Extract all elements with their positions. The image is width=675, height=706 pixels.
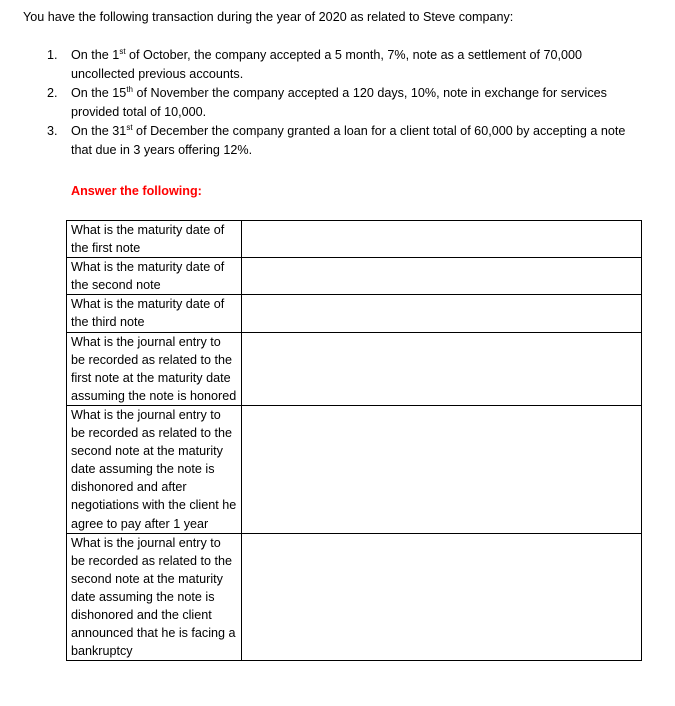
answer-heading: Answer the following: <box>71 184 202 198</box>
transaction-text: On the 1st of October, the company accepted a 5 month, 7%, note as a settlement of 70,000 uncollected previous accounts. <box>71 46 583 81</box>
intro-text: You have the following transaction during the year of 2020 as related to Steve company: <box>23 10 514 24</box>
answer-cell[interactable] <box>242 405 642 533</box>
question-cell: What is the maturity date of the third note <box>67 295 242 332</box>
table-row <box>67 533 642 661</box>
transaction-list <box>47 46 647 160</box>
answer-cell[interactable] <box>242 533 642 661</box>
question-cell: What is the journal entry to be recorded as related to the first note at the maturity date assuming the note is honored <box>67 332 242 405</box>
question-cell: What is the maturity date of the first note <box>67 221 242 258</box>
list-number: 3. <box>47 124 58 138</box>
question-cell: What is the journal entry to be recorded as related to the second note at the maturity date assuming the note is dishonored and after negotiations with the client he agree to pay after 1 year <box>67 405 242 533</box>
question-cell: What is the journal entry to be recorded as related to the second note at the maturity date assuming the note is dishonored and the client announced that he is facing a bankruptcy <box>67 533 242 661</box>
transaction-item-2 <box>47 84 647 122</box>
answer-cell[interactable] <box>242 221 642 258</box>
list-number: 1. <box>47 48 58 62</box>
transaction-item-1 <box>47 46 647 84</box>
transaction-item-3 <box>47 122 647 160</box>
table-row <box>67 295 642 332</box>
transaction-text: On the 15th of November the company accepted a 120 days, 10%, note in exchange for services provided total of 10,000. <box>71 84 607 119</box>
transaction-text: On the 31st of December the company granted a loan for a client total of 60,000 by accepting a note that due in 3 years offering 12%. <box>71 122 626 157</box>
answer-cell[interactable] <box>242 295 642 332</box>
answer-cell[interactable] <box>242 258 642 295</box>
table-row <box>67 221 642 258</box>
list-number: 2. <box>47 86 58 100</box>
table-row <box>67 405 642 533</box>
question-answer-table <box>66 220 642 661</box>
table-row <box>67 332 642 405</box>
question-cell: What is the maturity date of the second note <box>67 258 242 295</box>
table-row <box>67 258 642 295</box>
answer-cell[interactable] <box>242 332 642 405</box>
